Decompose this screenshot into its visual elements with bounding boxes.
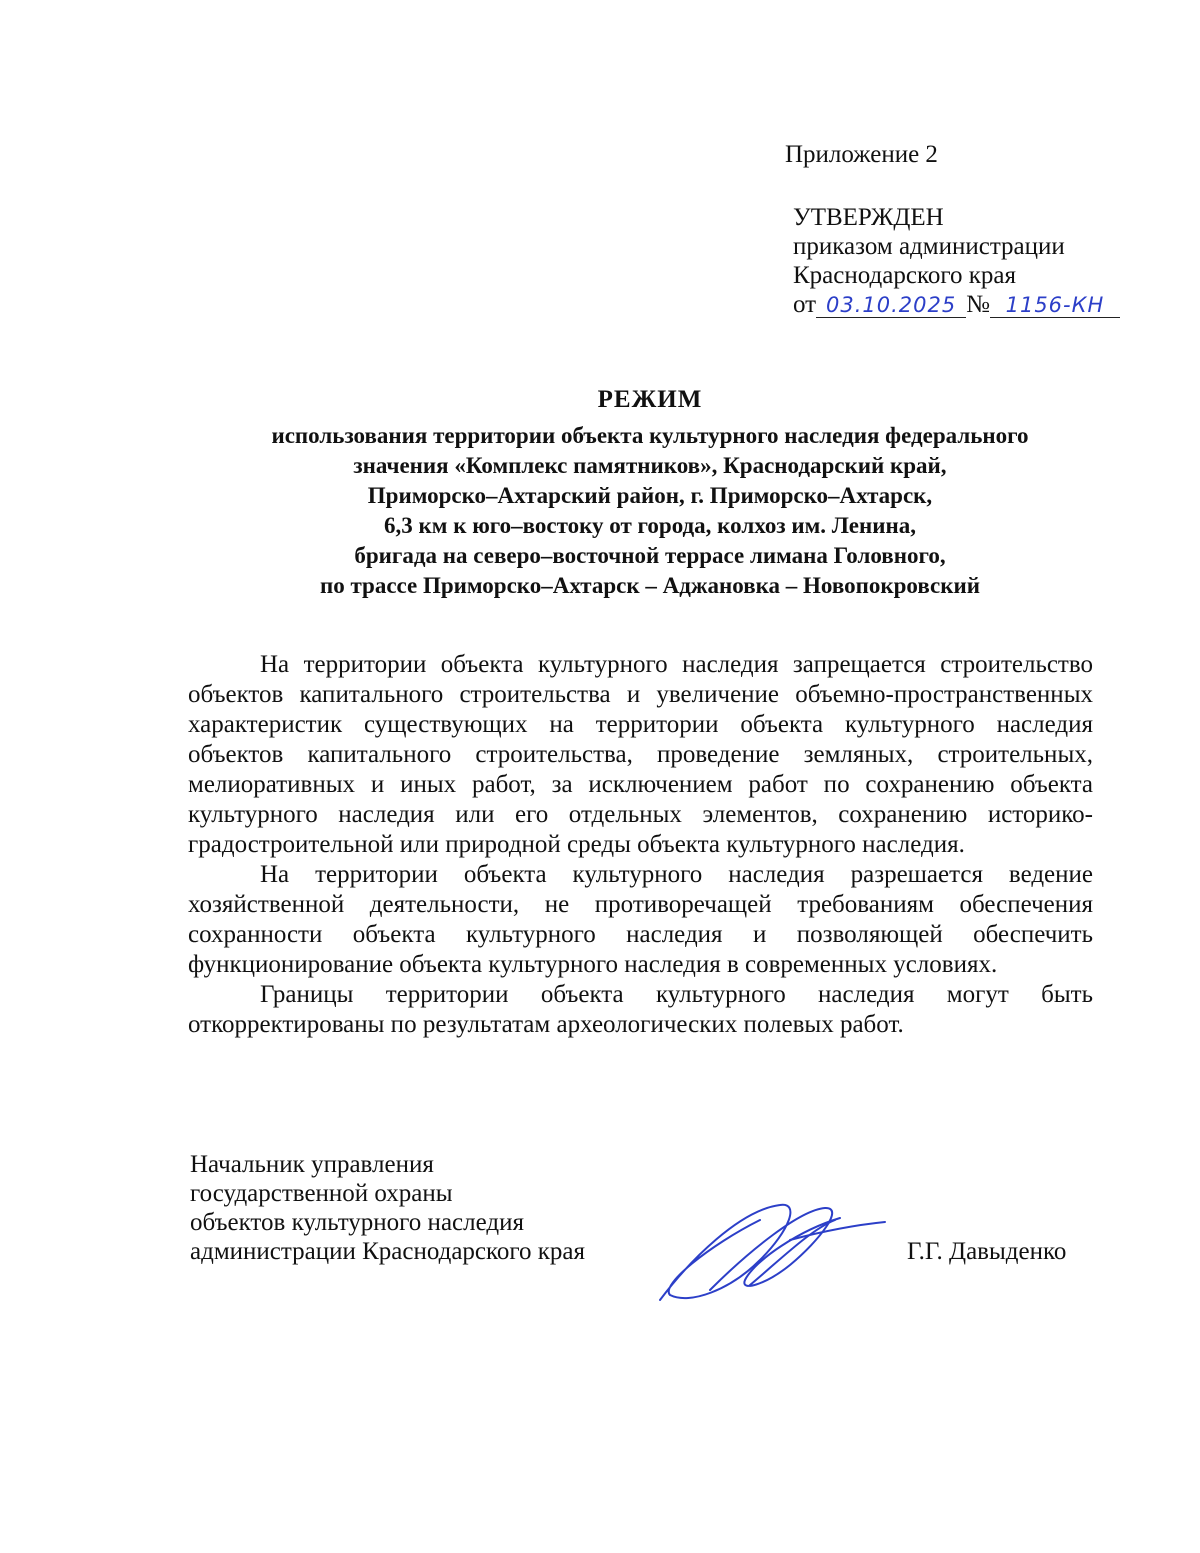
signer-name: Г.Г. Давыденко [907,1238,1067,1265]
order-details [793,290,1120,319]
title-line: значения «Комплекс памятников», Краснодарский край, [353,453,947,478]
order-date: 03.10.2025 [816,293,966,318]
approval-block [793,203,1120,319]
title-main: РЕЖИМ [597,386,703,413]
date-prefix: от [793,291,817,318]
number-prefix: № [966,291,990,318]
body-paragraph: На территории объекта культурного наследия запрещается строительство объектов капитального строительства и увеличение объемно-пространственных характеристик существующих на территории объекта культурного наследия объектов капитального строительства, проведение земляных, строительных, мелиоративных и иных работ, за исключением работ по сохранению объекта культурного наследия или его отдельных элементов, сохранению историко-градостроительной или природной среды объекта культурного наследия. [188,651,1093,858]
body-paragraph: Границы территории объекта культурного наследия могут быть откорректированы по результатам археологических полевых работ. [188,981,1093,1038]
signer-position [190,1150,585,1266]
signer-line: Начальник управления [190,1151,434,1178]
approval-line-region: Краснодарского края [793,262,1016,289]
body-paragraph: На территории объекта культурного наследия разрешается ведение хозяйственной деятельности, не противоречащей требованиям обеспечения сохранности объекта культурного наследия и позволяющей обеспечить функционирование объекта культурного наследия в современных условиях. [188,861,1093,978]
title-line: использования территории объекта культурного наследия федерального [271,423,1029,448]
approval-heading: УТВЕРЖДЕН [793,204,944,231]
approval-line-order: приказом администрации [793,233,1065,260]
signer-line: объектов культурного наследия [190,1209,524,1236]
signature-image [650,1190,890,1310]
order-number: 1156-КН [990,293,1120,318]
appendix-label: Приложение 2 [785,141,938,168]
title-line: по трассе Приморско–Ахтарск – Аджановка – Новопокровский [319,573,981,598]
document-body [188,650,1093,1040]
signer-line: администрации Краснодарского края [190,1238,586,1265]
title-line: Приморско–Ахтарский район, г. Приморско–Ахтарск, [367,483,933,508]
document-title [150,385,1150,601]
signer-line: государственной охраны [190,1180,453,1207]
title-line: бригада на северо–восточной террасе лимана Головного, [354,543,946,568]
title-line: 6,3 км к юго–востоку от города, колхоз им. Ленина, [384,513,916,538]
